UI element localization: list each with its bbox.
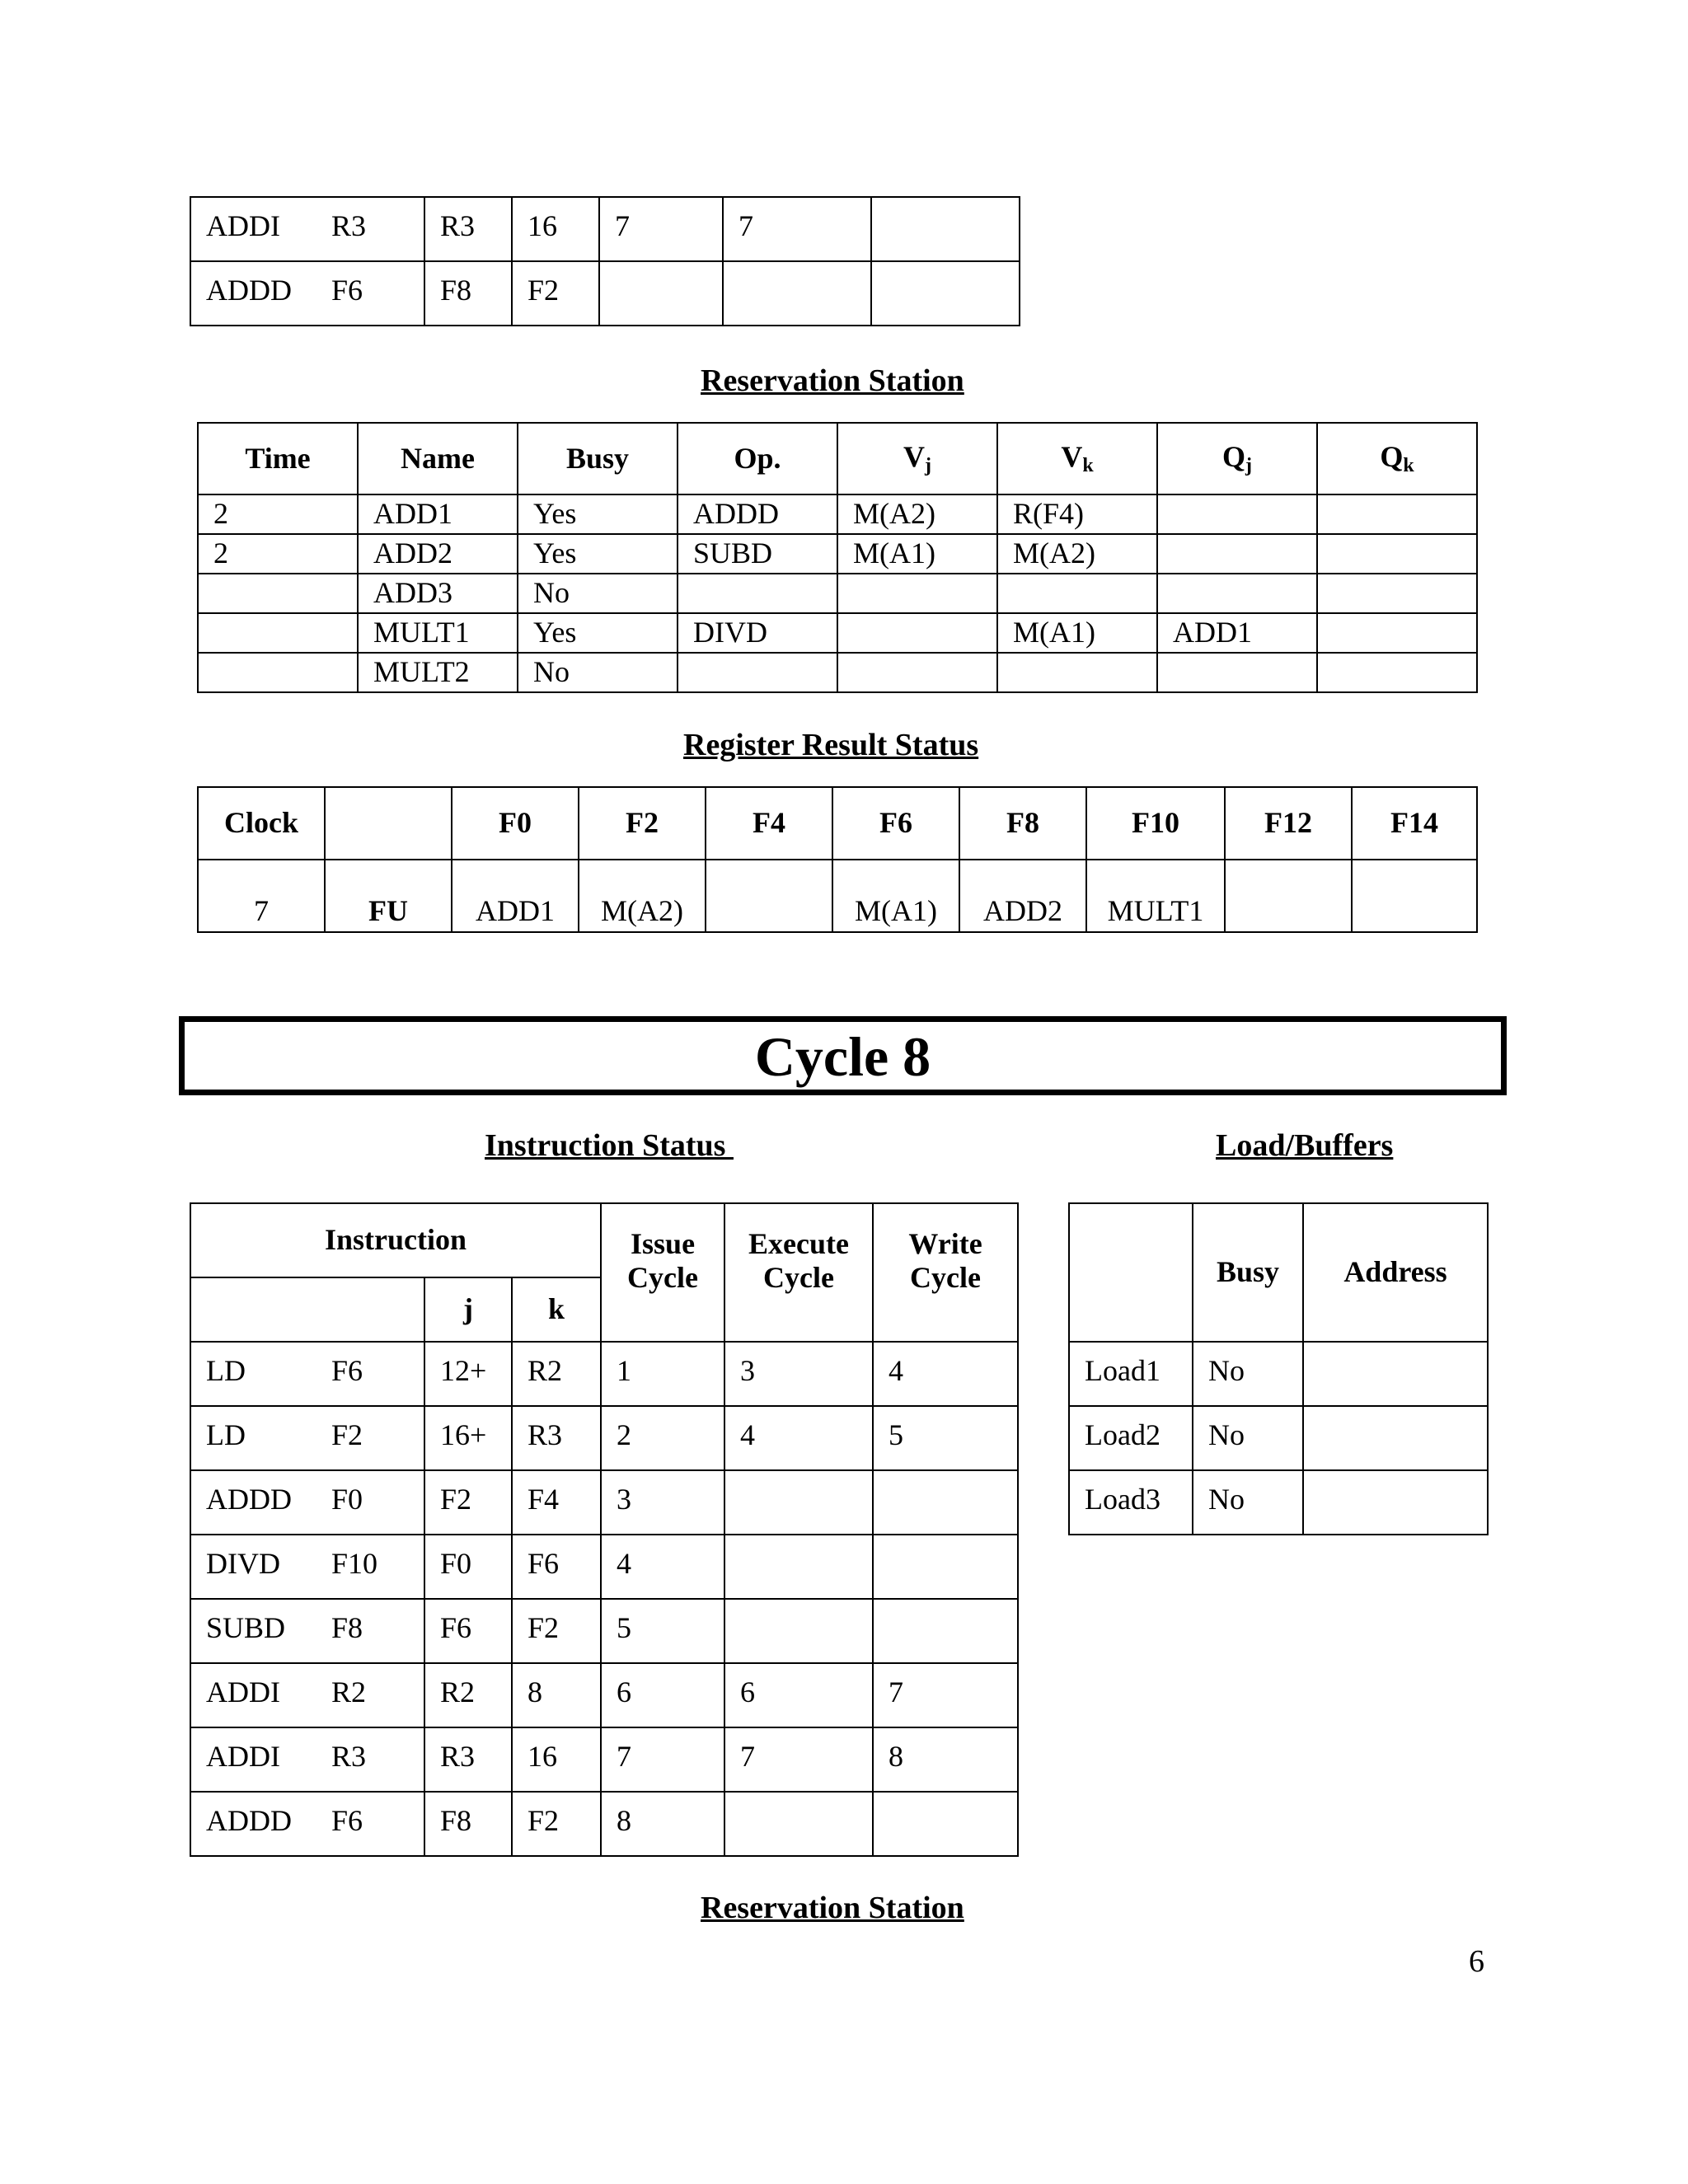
instruction-dest: F2 <box>331 1418 363 1451</box>
cell-issue <box>599 261 723 326</box>
rs-cell-vj: M(A1) <box>837 534 997 574</box>
register-value: ADD1 <box>452 860 579 932</box>
top-instruction-table <box>190 196 1020 326</box>
rrs-empty-header <box>325 787 452 860</box>
lb-header-address: Address <box>1303 1203 1488 1342</box>
rs-cell-op <box>678 574 837 613</box>
rs-header-name: Name <box>358 423 518 494</box>
cell-write <box>873 1599 1018 1663</box>
register-header: F8 <box>959 787 1086 860</box>
cell-k: F2 <box>512 261 599 326</box>
cell-j: F6 <box>424 1599 512 1663</box>
register-header: F12 <box>1225 787 1352 860</box>
instruction-dest: F10 <box>331 1547 378 1580</box>
cell-execute: 4 <box>724 1406 873 1470</box>
rs-cell-busy: Yes <box>518 494 678 534</box>
rs-cell-name: ADD1 <box>358 494 518 534</box>
register-value: M(A1) <box>832 860 959 932</box>
clock-value: 7 <box>198 860 325 932</box>
cell-issue: 2 <box>601 1406 724 1470</box>
instruction-cell <box>190 261 424 326</box>
rs-header-busy: Busy <box>518 423 678 494</box>
instruction-cell <box>190 197 424 261</box>
table-row <box>198 494 1477 534</box>
cell-execute <box>724 1535 873 1599</box>
rs-cell-vj <box>837 653 997 692</box>
table-row <box>190 1470 1018 1535</box>
table-row <box>198 613 1477 653</box>
register-value <box>1352 860 1477 932</box>
reservation-station-table <box>197 422 1478 693</box>
cell-execute: 6 <box>724 1663 873 1727</box>
instruction-op: DIVD <box>206 1547 280 1580</box>
ins-header-j: j <box>424 1277 512 1342</box>
instruction-op: SUBD <box>206 1611 286 1644</box>
register-header: F4 <box>706 787 832 860</box>
register-value: M(A2) <box>579 860 706 932</box>
rs-header-op: Op. <box>678 423 837 494</box>
cell-j: F8 <box>424 261 512 326</box>
cell-issue: 6 <box>601 1663 724 1727</box>
instruction-op: ADDD <box>206 1804 292 1837</box>
rs-cell-busy: Yes <box>518 534 678 574</box>
rs-cell-busy: Yes <box>518 613 678 653</box>
lb-header-busy: Busy <box>1193 1203 1303 1342</box>
rs-header-time: Time <box>198 423 358 494</box>
table-row <box>190 1663 1018 1727</box>
register-header: F2 <box>579 787 706 860</box>
instruction-op: ADDI <box>206 1740 280 1773</box>
cell-issue: 7 <box>601 1727 724 1792</box>
instruction-op: ADDI <box>206 209 280 242</box>
cell-issue: 3 <box>601 1470 724 1535</box>
cycle-title: Cycle 8 <box>754 1025 931 1088</box>
lb-header-empty <box>1069 1203 1193 1342</box>
cell-execute <box>724 1792 873 1856</box>
cell-j: R2 <box>424 1663 512 1727</box>
cell-j: F0 <box>424 1535 512 1599</box>
rs-cell-busy: No <box>518 653 678 692</box>
lb-cell-busy: No <box>1193 1342 1303 1406</box>
instruction-cell <box>190 1342 424 1406</box>
instruction-cell <box>190 1727 424 1792</box>
table-row <box>190 1535 1018 1599</box>
instruction-op: ADDI <box>206 1675 280 1708</box>
instruction-dest: F6 <box>331 1804 363 1837</box>
cell-j: 12+ <box>424 1342 512 1406</box>
instruction-cell <box>190 1792 424 1856</box>
cell-k: 16 <box>512 1727 601 1792</box>
lb-cell-name: Load2 <box>1069 1406 1193 1470</box>
reservation-station-title: Reservation Station <box>701 363 964 398</box>
page-number: 6 <box>1469 1944 1484 1979</box>
register-header: F0 <box>452 787 579 860</box>
rs-cell-time: 2 <box>198 534 358 574</box>
instruction-dest: F6 <box>331 1354 363 1387</box>
rs-cell-name: ADD3 <box>358 574 518 613</box>
rs-cell-op: ADDD <box>678 494 837 534</box>
bottom-reservation-station-title: Reservation Station <box>701 1891 964 1925</box>
instruction-op: ADDD <box>206 1483 292 1516</box>
rs-cell-name: MULT1 <box>358 613 518 653</box>
rs-cell-time: 2 <box>198 494 358 534</box>
rs-cell-vk: M(A1) <box>997 613 1157 653</box>
lb-cell-busy: No <box>1193 1470 1303 1535</box>
register-value: MULT1 <box>1086 860 1225 932</box>
table-row <box>190 1599 1018 1663</box>
load-buffers-title: Load/Buffers <box>1216 1128 1394 1163</box>
table-row <box>198 534 1477 574</box>
fu-label: FU <box>325 860 452 932</box>
rs-cell-busy: No <box>518 574 678 613</box>
cell-write: 5 <box>873 1406 1018 1470</box>
table-row <box>190 1792 1018 1856</box>
rs-header-qj: $Q_j$ <box>1157 423 1317 494</box>
cell-issue: 5 <box>601 1599 724 1663</box>
register-value <box>706 860 832 932</box>
register-header: F6 <box>832 787 959 860</box>
ins-header-execute: Execute Cycle <box>724 1203 873 1342</box>
instruction-cell <box>190 1406 424 1470</box>
cell-execute: 3 <box>724 1342 873 1406</box>
rs-cell-name: ADD2 <box>358 534 518 574</box>
cell-execute <box>724 1599 873 1663</box>
rs-cell-qk <box>1317 534 1477 574</box>
instruction-status-title: Instruction Status <box>485 1128 734 1163</box>
cell-write <box>871 261 1020 326</box>
rs-cell-vk: M(A2) <box>997 534 1157 574</box>
lb-cell-name: Load3 <box>1069 1470 1193 1535</box>
cell-write: 7 <box>873 1663 1018 1727</box>
cell-k: 16 <box>512 197 599 261</box>
cell-j: R3 <box>424 197 512 261</box>
cell-write <box>873 1470 1018 1535</box>
cell-j: F8 <box>424 1792 512 1856</box>
cell-k: R2 <box>512 1342 601 1406</box>
table-row <box>198 574 1477 613</box>
rs-cell-vk: R(F4) <box>997 494 1157 534</box>
cell-issue: 7 <box>599 197 723 261</box>
cell-k: R3 <box>512 1406 601 1470</box>
rs-cell-qk <box>1317 494 1477 534</box>
register-header: F10 <box>1086 787 1225 860</box>
instruction-cell <box>190 1535 424 1599</box>
lb-cell-address <box>1303 1406 1488 1470</box>
rs-cell-vj <box>837 613 997 653</box>
instruction-cell <box>190 1599 424 1663</box>
table-row <box>1069 1342 1488 1406</box>
cell-k: F4 <box>512 1470 601 1535</box>
lb-cell-name: Load1 <box>1069 1342 1193 1406</box>
lb-cell-address <box>1303 1342 1488 1406</box>
cell-k: F6 <box>512 1535 601 1599</box>
cell-write <box>873 1535 1018 1599</box>
instruction-cell <box>190 1663 424 1727</box>
instruction-dest: R2 <box>331 1675 367 1708</box>
instruction-cell <box>190 1470 424 1535</box>
ins-header-empty <box>190 1277 424 1342</box>
cell-j: F2 <box>424 1470 512 1535</box>
rs-header-qk: $Q_k$ <box>1317 423 1477 494</box>
rs-cell-qk <box>1317 653 1477 692</box>
table-row <box>190 1342 1018 1406</box>
cell-issue: 8 <box>601 1792 724 1856</box>
rs-cell-op <box>678 653 837 692</box>
cell-execute <box>724 1470 873 1535</box>
ins-header-issue: Issue Cycle <box>601 1203 724 1342</box>
rs-cell-qj <box>1157 494 1317 534</box>
lb-cell-address <box>1303 1470 1488 1535</box>
rs-header-vj: $V_j$ <box>837 423 997 494</box>
instruction-op: LD <box>206 1418 246 1451</box>
table-row <box>190 197 1020 261</box>
instruction-op: LD <box>206 1354 246 1387</box>
rs-cell-vj <box>837 574 997 613</box>
rs-cell-qj <box>1157 534 1317 574</box>
rs-cell-time <box>198 613 358 653</box>
cell-write <box>873 1792 1018 1856</box>
lb-cell-busy: No <box>1193 1406 1303 1470</box>
cell-k: F2 <box>512 1792 601 1856</box>
instruction-dest: F6 <box>331 274 363 307</box>
cell-j: R3 <box>424 1727 512 1792</box>
instruction-dest: F8 <box>331 1611 363 1644</box>
ins-header-write: Write Cycle <box>873 1203 1018 1342</box>
cell-k: 8 <box>512 1663 601 1727</box>
table-row <box>190 1406 1018 1470</box>
cell-issue: 1 <box>601 1342 724 1406</box>
instruction-dest: F0 <box>331 1483 363 1516</box>
instruction-dest: R3 <box>331 1740 367 1773</box>
rs-cell-qk <box>1317 613 1477 653</box>
cell-write: 8 <box>873 1727 1018 1792</box>
clock-label: Clock <box>198 787 325 860</box>
rs-cell-qj <box>1157 653 1317 692</box>
instruction-status-table <box>190 1202 1019 1857</box>
rs-cell-time <box>198 574 358 613</box>
register-header: F14 <box>1352 787 1477 860</box>
register-result-status-title: Register Result Status <box>683 728 979 762</box>
rs-cell-op: SUBD <box>678 534 837 574</box>
instruction-dest: R3 <box>331 209 367 242</box>
cell-write: 4 <box>873 1342 1018 1406</box>
rs-header-vk: $V_k$ <box>997 423 1157 494</box>
register-value: ADD2 <box>959 860 1086 932</box>
table-row <box>198 653 1477 692</box>
table-row <box>1069 1406 1488 1470</box>
rs-cell-name: MULT2 <box>358 653 518 692</box>
cell-write <box>871 197 1020 261</box>
cycle-banner <box>179 1016 1507 1095</box>
cell-k: F2 <box>512 1599 601 1663</box>
rs-cell-vj: M(A2) <box>837 494 997 534</box>
rs-cell-qj <box>1157 574 1317 613</box>
instruction-op: ADDD <box>206 274 292 307</box>
load-buffers-table <box>1068 1202 1489 1535</box>
table-row <box>1069 1470 1488 1535</box>
table-row <box>190 261 1020 326</box>
register-result-status-table <box>197 786 1478 933</box>
cell-j: 16+ <box>424 1406 512 1470</box>
rs-cell-vk <box>997 653 1157 692</box>
rs-cell-time <box>198 653 358 692</box>
cell-execute: 7 <box>723 197 871 261</box>
rs-cell-op: DIVD <box>678 613 837 653</box>
rs-cell-vk <box>997 574 1157 613</box>
rs-cell-qj: ADD1 <box>1157 613 1317 653</box>
cell-issue: 4 <box>601 1535 724 1599</box>
table-row <box>190 1727 1018 1792</box>
cell-execute <box>723 261 871 326</box>
ins-header-k: k <box>512 1277 601 1342</box>
rs-cell-qk <box>1317 574 1477 613</box>
register-value <box>1225 860 1352 932</box>
cell-execute: 7 <box>724 1727 873 1792</box>
ins-header-instruction: Instruction <box>190 1203 601 1277</box>
